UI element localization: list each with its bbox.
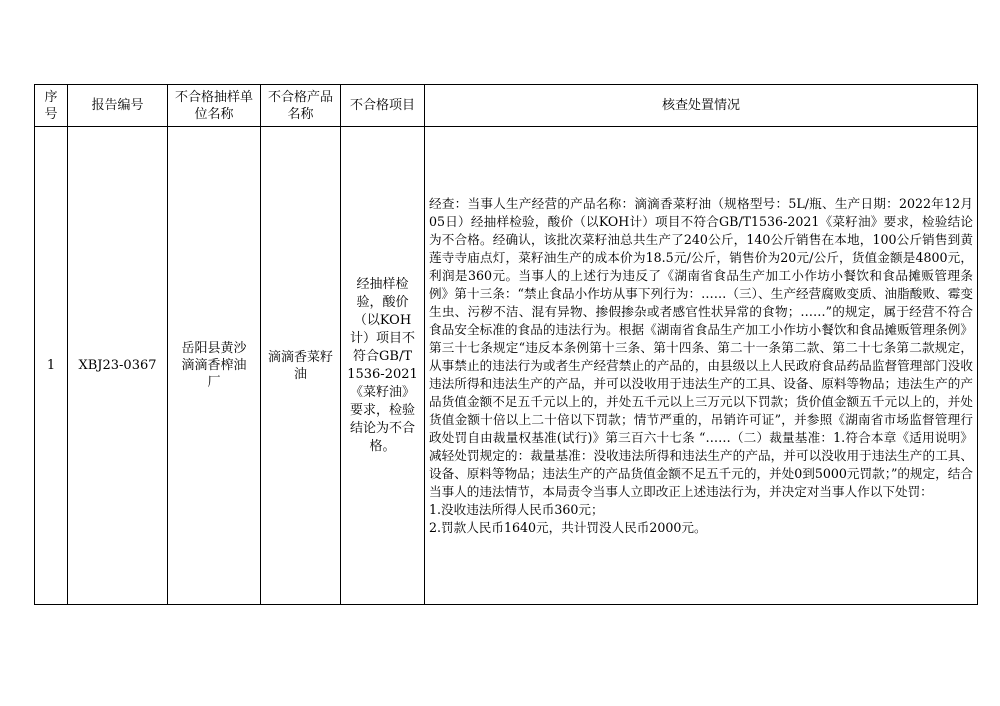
header-seq-label: 序号	[44, 89, 58, 122]
cell-report-no	[68, 127, 168, 605]
seq-value: 1	[46, 358, 56, 373]
cell-items	[341, 127, 425, 605]
cell-product-name	[261, 127, 341, 605]
header-seq	[35, 85, 68, 127]
items-value: 经抽样检验，酸价（以KOH 计）项目不符合GB/T 1536-2021《菜籽油》要求，检验结论为不合格。	[347, 276, 418, 454]
cell-handling	[425, 127, 978, 605]
handling-paragraph: 经查：当事人生产经营的产品名称：滴滴香菜籽油（规格型号：5L/瓶、生产日期：2022年12月05日）经抽样检验，酸价（以KOH计）项目不符合GB/T1536-2021《菜籽油》要求，检验结论为不合格。经确认，该批次菜籽油总共生产了240公斤，140公斤销售在本地，100公斤销售到黄莲寺寺庙点灯，菜籽油生产的成本价为18.5元/公斤，销售价为20元/公斤，货值金额是4800元，利润是360元。当事人的上述行为违反了《湖南省食品生产加工小作坊小餐饮和食品摊贩管理条例》第十三条：“禁止食品小作坊从事下列行为：……（三）、生产经营腐败变质、油脂酸败、霉变生虫、污秽不洁、混有异物、掺假掺杂或者感官性状异常的食物；……”的规定，属于经营不符合食品安全标准的食品的违法行为。根据《湖南省食品生产加工小作坊小餐饮和食品摊贩管理条例》第三十七条规定“违反本条例第十三条、第十四条、第二十一条第二款、第二十七条第二款规定，从事禁止的违法行为或者生产经营禁止的产品的，由县级以上人民政府食品药品监督管理部门没收违法所得和违法生产的产品，并可以没收用于违法生产的工具、设备、原料等物品；违法生产的产品货值金额不足五千元以上的，并处五千元以上三万元以下罚款；货价值金额五千元以上的，并处货值金额十倍以上二十倍以下罚款；情节严重的，吊销许可证”，并参照《湖南省市场监督管理行政处罚自由裁量权基准(试行)》第三百六十七条 “……（二）裁量基准：1.符合本章《适用说明》减轻处罚规定的：裁量基准：没收违法所得和违法生产的产品，并可以没收用于违法生产的工具、设备、原料等物品；违法生产的产品货值金额不足五千元的，并处0到5000元罚款；”的规定，结合当事人的违法情节，本局责令当事人立即改正上述违法行为，并决定对当事人作以下处罚：	[429, 195, 973, 499]
cell-seq	[35, 127, 68, 605]
header-product-name	[261, 85, 341, 127]
header-report-no	[68, 85, 168, 127]
sampled-unit-value: 岳阳县黄沙滴滴香榨油厂	[181, 341, 247, 390]
header-items	[341, 85, 425, 127]
penalty-item-1: 1.没收违法所得人民币360元；	[429, 501, 604, 517]
table-header-row	[35, 85, 978, 127]
header-report-no-label: 报告编号	[91, 98, 144, 113]
cell-sampled-unit	[168, 127, 261, 605]
header-handling-label: 核查处置情况	[661, 98, 740, 113]
header-sampled-unit-label: 不合格抽样单位名称	[174, 89, 253, 122]
report-no-value: XBJ23-0367	[78, 358, 157, 373]
header-sampled-unit	[168, 85, 261, 127]
table-row	[35, 127, 978, 605]
header-items-label: 不合格项目	[349, 98, 415, 113]
penalty-item-2: 2.罚款人民币1640元，共计罚没人民币2000元。	[429, 519, 707, 535]
header-product-name-label: 不合格产品名称	[267, 89, 333, 122]
header-handling	[425, 85, 978, 127]
inspection-results-table	[34, 84, 978, 605]
product-name-value: 滴滴香菜籽油	[267, 349, 333, 382]
